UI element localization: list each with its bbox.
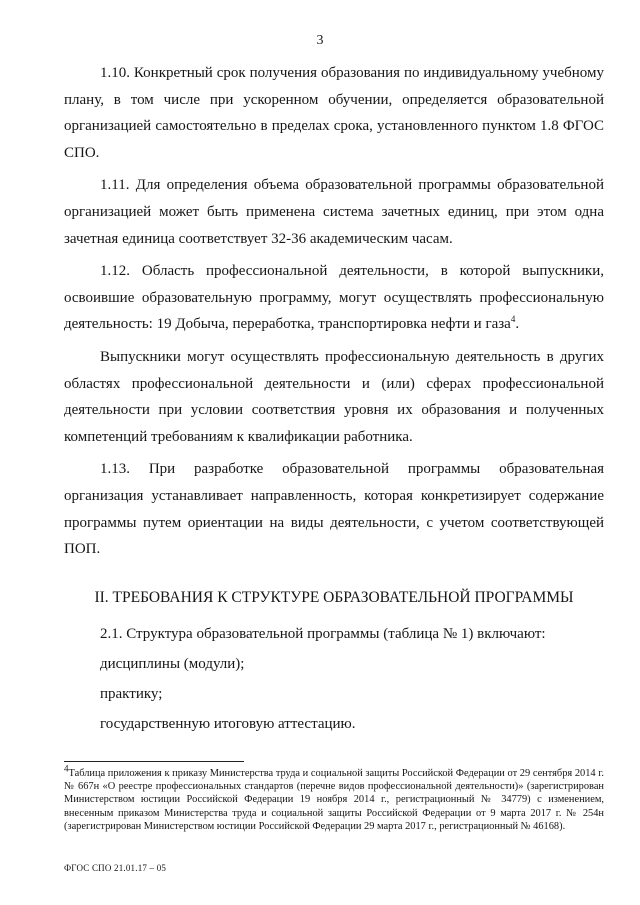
paragraph-2-1: 2.1. Структура образовательной программы (таблица № 1) включают: [100,626,546,643]
document-body [64,60,604,739]
footnote-divider [64,761,244,762]
page-number: 3 [316,33,324,48]
document-code-footer: ФГОС СПО 21.01.17 – 05 [64,863,167,873]
paragraph-1-12-end: . [515,316,520,333]
paragraph-1-10: 1.10. Конкретный срок получения образования по индивидуальному учебному плану, в том числе при ускоренном обучении, определяется образовательной организацией самостоятельно в пределах срока, установленного пунктом 1.8 ФГОС СПО. [64,65,604,161]
paragraph-1-12-text: 1.12. Область профессиональной деятельности, в которой выпускники, освоившие образовательную программу, могут осуществлять профессиональную деятельность: 19 Добыча, переработка, транспортировка нефти и газа [64,263,604,333]
paragraph-1-13: 1.13. При разработке образовательной программы образовательная организация устанавливает направленность, которая конкретизирует содержание программы путем ориентации на виды деятельности, с учетом соответствующей ПОП. [64,461,604,558]
footnote-marker: 4 [64,763,69,774]
list-item: практику; [100,686,163,703]
paragraph-1-11: 1.11. Для определения объема образовательной программы образовательной организацией может быть применена система зачетных единиц, при этом одна зачетная единица соответствует 32-36 академическим часам. [64,177,604,247]
list-item: государственную итоговую аттестацию. [100,716,356,733]
footnote [64,763,604,833]
paragraph-1-12 [64,258,604,338]
footnote-text: Таблица приложения к приказу Министерства труда и социальной защиты Российской Федерации от 29 сентября 2014 г. № 667н «О реестре профессиональных стандартов (перечне видов профессиональной деятельности)» (зарегистрирован Министерством юстиции Российской Федерации 19 ноября 2014 г., регистрационный № 34779) с изменением, внесенным приказом Министерства труда и социальной защиты Российской Федерации от 9 марта 2017 г. № 254н (зарегистрирован Министерством юстиции Российской Федерации 29 марта 2017 г., регистрационный № 46168). [64,768,604,832]
section-2-heading: II. ТРЕБОВАНИЯ К СТРУКТУРЕ ОБРАЗОВАТЕЛЬНОЙ ПРОГРАММЫ [94,588,574,606]
footnote-reference: 4 [510,314,516,325]
paragraph-graduates: Выпускники могут осуществлять профессиональную деятельность в других областях профессиональной деятельности и (или) сферах профессиональной деятельности при условии соответствия уровня их образования и полученных компетенций требованиям к квалификации работника. [64,348,604,445]
list-item: дисциплины (модули); [100,656,245,673]
